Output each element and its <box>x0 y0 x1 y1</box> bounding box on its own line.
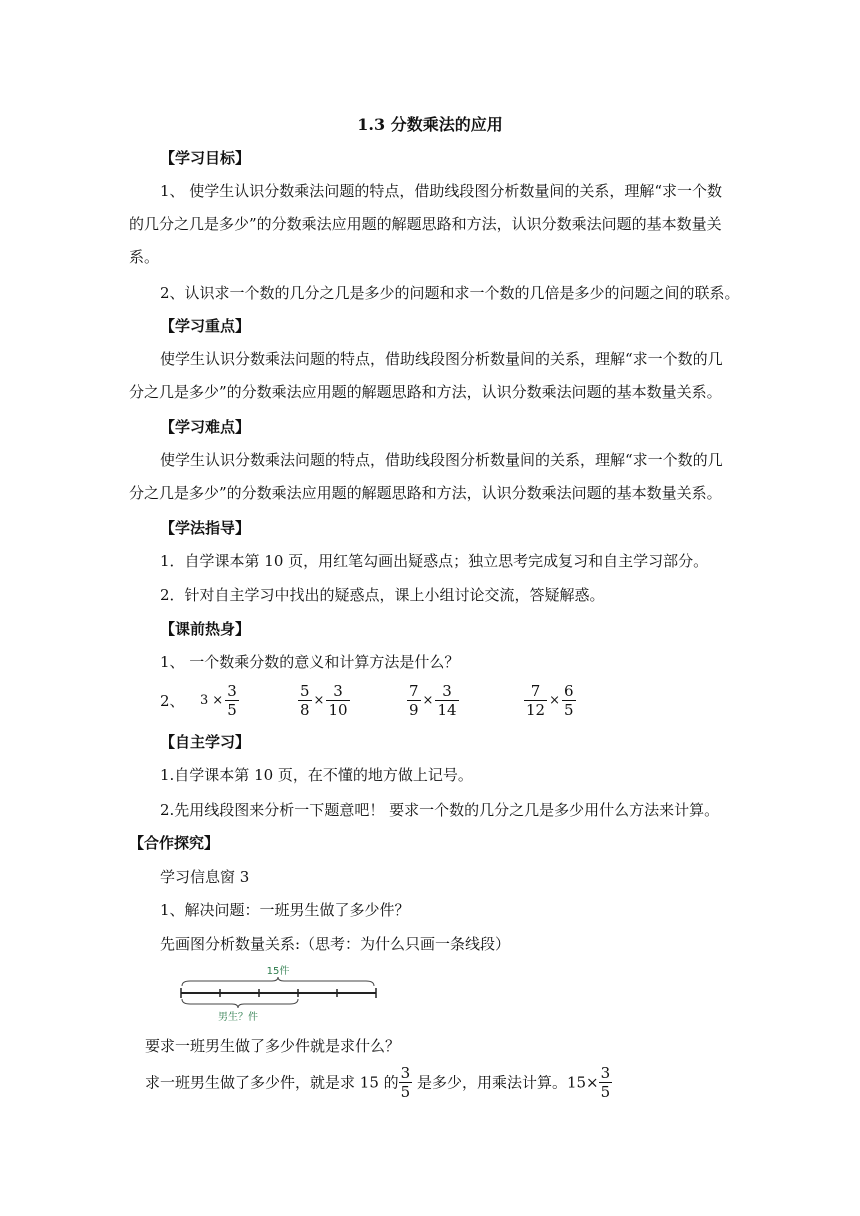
key-heading: 【学习重点】 <box>160 317 251 335</box>
key-line2: 分之几是多少”的分数乘法应用题的解题思路和方法，认识分数乘法问题的基本数量关系。 <box>129 383 722 401</box>
problem-4 <box>524 682 576 719</box>
fraction: $\frac{6}{5}$ <box>564 682 574 719</box>
key-line1: 使学生认识分数乘法问题的特点，借助线段图分析数量间的关系，理解“求一个数的几 <box>160 350 723 368</box>
difficult-heading: 【学习难点】 <box>160 418 251 436</box>
fraction: $\frac{3}{5}$ <box>400 1064 411 1101</box>
goals-item2: 2、认识求一个数的几分之几是多少的问题和求一个数的几倍是多少的问题之间的联系。 <box>160 284 740 302</box>
whole-number: 3 <box>200 693 209 708</box>
method-heading: 【学法指导】 <box>160 519 251 537</box>
diagram-bottom-label: 男生？件 <box>218 1012 258 1023</box>
fraction: $\frac{3}{14}$ <box>437 682 457 719</box>
goals-heading: 【学习目标】 <box>160 149 251 167</box>
times-sign: × <box>313 693 325 708</box>
problem-3 <box>407 682 459 719</box>
fraction: $\frac{3}{10}$ <box>328 682 348 719</box>
fraction: $\frac{7}{9}$ <box>409 682 419 719</box>
answer-text-mid: 是多少，用乘法计算。15× <box>412 1073 599 1092</box>
problem-2 <box>298 682 350 719</box>
goals-item1-line1: 1、 使学生认识分数乘法问题的特点，借助线段图分析数量间的关系，理解“求一个数 <box>160 182 722 200</box>
self-study-heading: 【自主学习】 <box>160 733 251 751</box>
problem-1 <box>198 682 239 719</box>
method-line1: 1．自学课本第 10 页，用红笔勾画出疑惑点；独立思考完成复习和自主学习部分。 <box>160 552 709 570</box>
warmup-heading: 【课前热身】 <box>160 620 251 638</box>
goals-item1-line2: 的几分之几是多少”的分数乘法应用题的解题思路和方法，认识分数乘法问题的基本数量关 <box>129 215 722 233</box>
self-study-line2: 2.先用线段图来分析一下题意吧！ 要求一个数的几分之几是多少用什么方法来计算。 <box>160 801 720 819</box>
coop-heading: 【合作探究】 <box>129 834 220 852</box>
warmup-question1: 1、 一个数乘分数的意义和计算方法是什么？ <box>160 653 460 671</box>
fraction: $\frac{5}{8}$ <box>300 682 310 719</box>
self-study-line1: 1.自学课本第 10 页，在不懂的地方做上记号。 <box>160 766 473 784</box>
line-segment-diagram <box>176 962 382 1024</box>
diagram-top-label: 15件 <box>266 966 290 977</box>
difficult-line1: 使学生认识分数乘法问题的特点，借助线段图分析数量间的关系，理解“求一个数的几 <box>160 451 723 469</box>
coop-problem: 1、解决问题：一班男生做了多少件？ <box>160 901 410 919</box>
times-sign: × <box>422 693 434 708</box>
coop-answer <box>145 1064 612 1101</box>
times-sign: × <box>549 693 560 708</box>
top-brace <box>182 977 374 986</box>
times-sign: × <box>212 693 224 708</box>
answer-text-pre: 求一班男生做了多少件，就是求 15 的 <box>145 1073 399 1092</box>
bottom-brace <box>182 999 298 1008</box>
page-title: 1.3 分数乘法的应用 <box>357 115 503 134</box>
difficult-line2: 分之几是多少”的分数乘法应用题的解题思路和方法，认识分数乘法问题的基本数量关系。 <box>129 484 722 502</box>
fraction: $\frac{7}{12}$ <box>526 682 546 719</box>
coop-analysis-prompt: 先画图分析数量关系:（思考：为什么只画一条线段） <box>160 935 511 953</box>
coop-info-window: 学习信息窗 3 <box>160 868 250 886</box>
fraction: $\frac{3}{5}$ <box>227 682 237 719</box>
fraction: $\frac{3}{5}$ <box>600 1064 611 1101</box>
coop-question: 要求一班男生做了多少件就是求什么？ <box>145 1037 401 1055</box>
method-line2: 2．针对自主学习中找出的疑惑点，课上小组讨论交流，答疑解惑。 <box>160 586 605 604</box>
goals-item1-line3: 系。 <box>129 248 160 266</box>
warmup-question2-label: 2、 <box>160 692 185 710</box>
